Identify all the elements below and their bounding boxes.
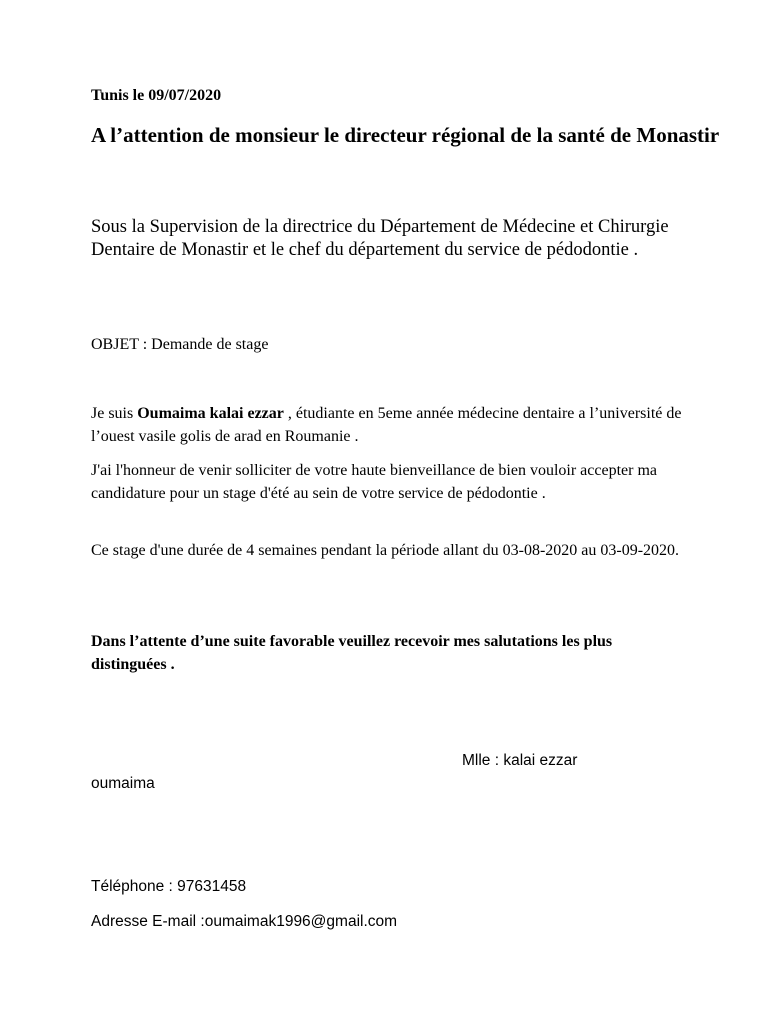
intro-prefix: Je suis [91, 405, 138, 422]
phone-line: Téléphone : 97631458 [91, 878, 247, 895]
signature-first-name: oumaima [91, 775, 155, 792]
closing-paragraph: Dans l’attente d’une suite favorable veuillez recevoir mes salutations les plus distinguées . [91, 633, 613, 673]
signature-name: Mlle : kalai ezzar [462, 752, 578, 769]
intro-paragraph [91, 403, 691, 448]
period-paragraph: Ce stage d'une durée de 4 semaines pendant la période allant du 03-08-2020 au 03-09-2020. [91, 542, 680, 559]
request-paragraph: J'ai l'honneur de venir solliciter de votre haute bienveillance de bien vouloir accepter ma candidature pour un stage d'été au sein de votre service de pédodontie . [91, 462, 657, 502]
subject-line: OBJET : Demande de stage [91, 336, 269, 353]
intro-suffix: , étudiante en 5eme année médecine dentaire a l’université de l’ouest vasile golis de arad en Roumanie . [91, 405, 682, 445]
letter-heading: A l’attention de monsieur le directeur régional de la santé de Monastir [91, 123, 720, 147]
email-line: Adresse E-mail :oumaimak1996@gmail.com [91, 913, 398, 930]
student-name: Oumaima kalai ezzar [137, 405, 284, 422]
date-line: Tunis le 09/07/2020 [91, 87, 222, 104]
supervision-paragraph: Sous la Supervision de la directrice du Département de Médecine et Chirurgie Dentaire de Monastir et le chef du département du service de pédodontie . [91, 217, 669, 260]
